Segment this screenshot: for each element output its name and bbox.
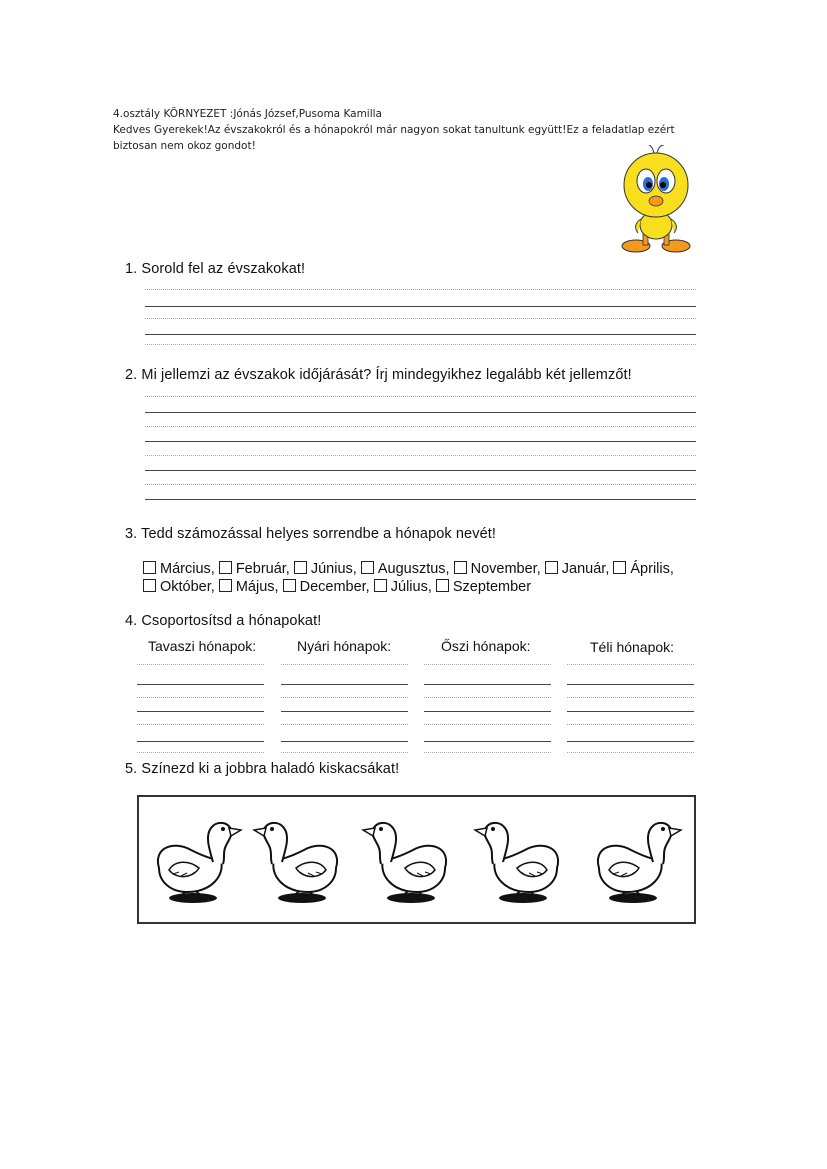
duck-icon[interactable] [361, 815, 461, 915]
task-5-prompt: 5. Színezd ki a jobbra haladó kiskacsákat! [125, 761, 400, 777]
answer-line [281, 752, 408, 753]
task-1-prompt: 1. Sorold fel az évszakokat! [125, 261, 306, 277]
months-line-1 [143, 560, 674, 579]
bird-cartoon-icon [614, 145, 700, 257]
checkbox-icon[interactable] [219, 561, 232, 574]
answer-line [145, 306, 696, 307]
month-item[interactable]: Február, [219, 561, 290, 577]
month-item[interactable]: November, [454, 561, 541, 577]
answer-line [567, 684, 694, 685]
checkbox-icon[interactable] [374, 579, 387, 592]
duck-icon[interactable] [252, 815, 352, 915]
answer-line [424, 724, 551, 725]
answer-line [145, 484, 696, 485]
answer-line [137, 697, 264, 698]
checkbox-icon[interactable] [436, 579, 449, 592]
month-item[interactable]: December, [283, 579, 370, 595]
column-head-autumn: Őszi hónapok: [441, 638, 531, 654]
answer-line [281, 664, 408, 665]
column-head-winter: Téli hónapok: [590, 639, 675, 655]
answer-line [137, 664, 264, 665]
checkbox-icon[interactable] [143, 561, 156, 574]
column-head-summer: Nyári hónapok: [297, 638, 392, 654]
answer-line [567, 711, 694, 712]
answer-line [145, 426, 696, 427]
answer-line [567, 664, 694, 665]
month-item[interactable]: Május, [219, 579, 279, 595]
checkbox-icon[interactable] [613, 561, 626, 574]
column-head-spring: Tavaszi hónapok: [148, 638, 257, 654]
answer-line [145, 318, 696, 319]
duck-icon[interactable] [583, 815, 683, 915]
answer-line [281, 697, 408, 698]
month-item[interactable]: Október, [143, 579, 215, 595]
answer-line [145, 334, 696, 335]
answer-line [281, 741, 408, 742]
task-4-prompt: 4. Csoportosítsd a hónapokat! [125, 613, 322, 629]
answer-line [145, 441, 696, 442]
checkbox-icon[interactable] [294, 561, 307, 574]
answer-line [145, 344, 696, 345]
answer-line [567, 741, 694, 742]
answer-line [145, 396, 696, 397]
answer-line [424, 711, 551, 712]
answer-line [567, 724, 694, 725]
intro-line-1: Kedves Gyerekek!Az évszakokról és a hónapokról már nagyon sokat tanultunk együtt!Ez a feladatlap ezért [113, 124, 675, 136]
duck-icon[interactable] [143, 815, 243, 915]
answer-line [281, 684, 408, 685]
month-item[interactable]: Január, [545, 561, 610, 577]
answer-line [145, 289, 696, 290]
ducks-frame [137, 795, 696, 924]
months-line-2 [143, 578, 531, 597]
month-item[interactable]: Szeptember [436, 579, 531, 595]
answer-line [424, 741, 551, 742]
checkbox-icon[interactable] [143, 579, 156, 592]
answer-line [145, 499, 696, 500]
task-3-prompt: 3. Tedd számozással helyes sorrendbe a hónapok nevét! [125, 526, 496, 542]
checkbox-icon[interactable] [545, 561, 558, 574]
intro-line-2: biztosan nem okoz gondot! [113, 140, 256, 152]
answer-line [145, 412, 696, 413]
header-title: 4.osztály KÖRNYEZET :Jónás József,Pusoma Kamilla [113, 108, 382, 120]
month-item[interactable]: Március, [143, 561, 215, 577]
answer-line [567, 752, 694, 753]
month-item[interactable]: Június, [294, 561, 357, 577]
checkbox-icon[interactable] [454, 561, 467, 574]
answer-line [145, 455, 696, 456]
answer-line [137, 741, 264, 742]
answer-line [567, 697, 694, 698]
checkbox-icon[interactable] [219, 579, 232, 592]
checkbox-icon[interactable] [361, 561, 374, 574]
answer-line [424, 697, 551, 698]
month-item[interactable]: Július, [374, 579, 432, 595]
month-item[interactable]: Augusztus, [361, 561, 450, 577]
answer-line [424, 684, 551, 685]
month-item[interactable]: Április, [613, 561, 674, 577]
answer-line [137, 724, 264, 725]
answer-line [137, 684, 264, 685]
duck-icon[interactable] [473, 815, 573, 915]
answer-line [281, 711, 408, 712]
answer-line [424, 752, 551, 753]
checkbox-icon[interactable] [283, 579, 296, 592]
task-2-prompt: 2. Mi jellemzi az évszakok időjárását? Írj mindegyikhez legalább két jellemzőt! [125, 367, 632, 383]
answer-line [424, 664, 551, 665]
answer-line [137, 711, 264, 712]
answer-line [137, 752, 264, 753]
answer-line [281, 724, 408, 725]
answer-line [145, 470, 696, 471]
